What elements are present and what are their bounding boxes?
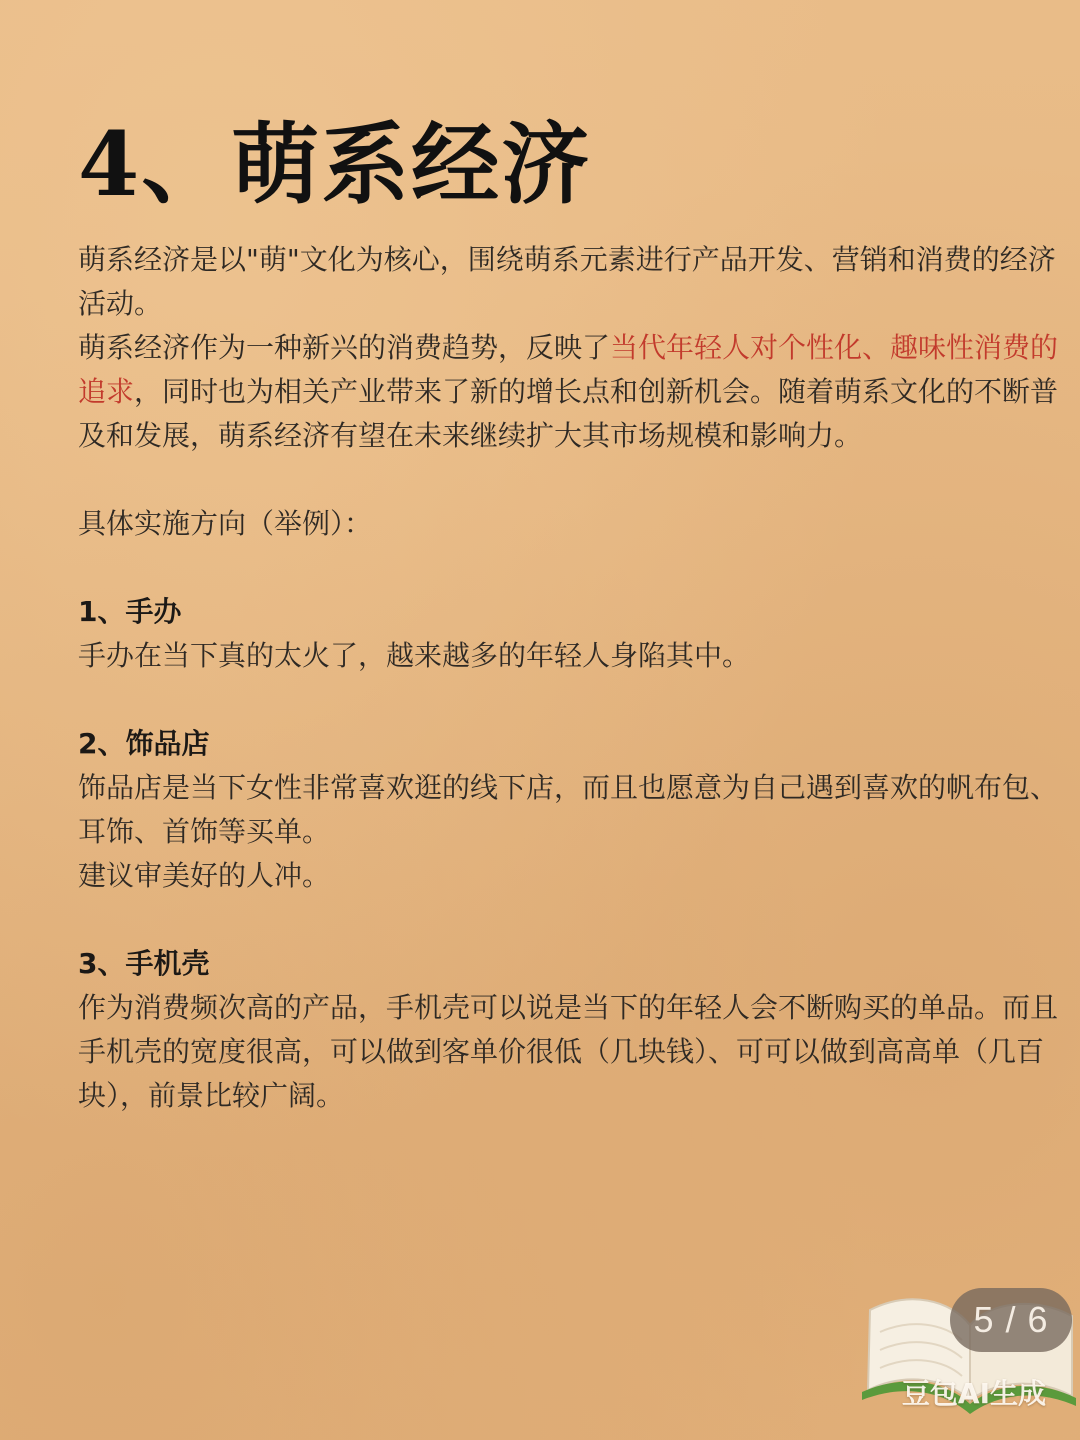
intro-paragraph-2: [78, 326, 1068, 458]
intro-paragraph-1: 萌系经济是以"萌"文化为核心，围绕萌系元素进行产品开发、营销和消费的经济活动。: [78, 243, 1056, 320]
page-title: 4、萌系经济: [78, 112, 592, 216]
section-heading: 具体实施方向（举例）：: [78, 507, 373, 540]
item-line: 建议审美好的人冲。: [78, 859, 331, 892]
item-title-accessory-shop: 2、饰品店: [78, 727, 210, 760]
item-line: 饰品店是当下女性非常喜欢逛的线下店，而且也愿意为自己遇到喜欢的帆布包、耳饰、首饰等买单。: [78, 771, 1059, 848]
spacer: [78, 458, 1068, 502]
spacer: [78, 546, 1068, 590]
watermark: 豆包AI生成: [901, 1377, 1046, 1410]
article-body: [78, 238, 1068, 1118]
spacer: [78, 678, 1068, 722]
page-indicator: 5 / 6: [950, 1288, 1072, 1352]
item-line: 作为消费频次高的产品，手机壳可以说是当下的年轻人会不断购买的单品。而且手机壳的宽度很高，可以做到客单价很低（几块钱）、可可以做到高高单（几百块），前景比较广阔。: [78, 991, 1059, 1112]
intro-text-before: 萌系经济作为一种新兴的消费趋势，反映了: [78, 331, 611, 364]
highlight-text: 当代年轻人对个性化、趣味性消费的追求: [78, 331, 1059, 408]
item-title-phone-case: 3、手机壳: [78, 947, 210, 980]
item-title-figurines: 1、手办: [78, 595, 182, 628]
spacer: [78, 898, 1068, 942]
corner-badge: [840, 1280, 1080, 1440]
item-line: 手办在当下真的太火了，越来越多的年轻人身陷其中。: [78, 639, 751, 672]
article: [78, 0, 1068, 1440]
intro-text-after: ，同时也为相关产业带来了新的增长点和创新机会。随着萌系文化的不断普及和发展，萌系经济有望在未来继续扩大其市场规模和影响力。: [78, 375, 1059, 452]
